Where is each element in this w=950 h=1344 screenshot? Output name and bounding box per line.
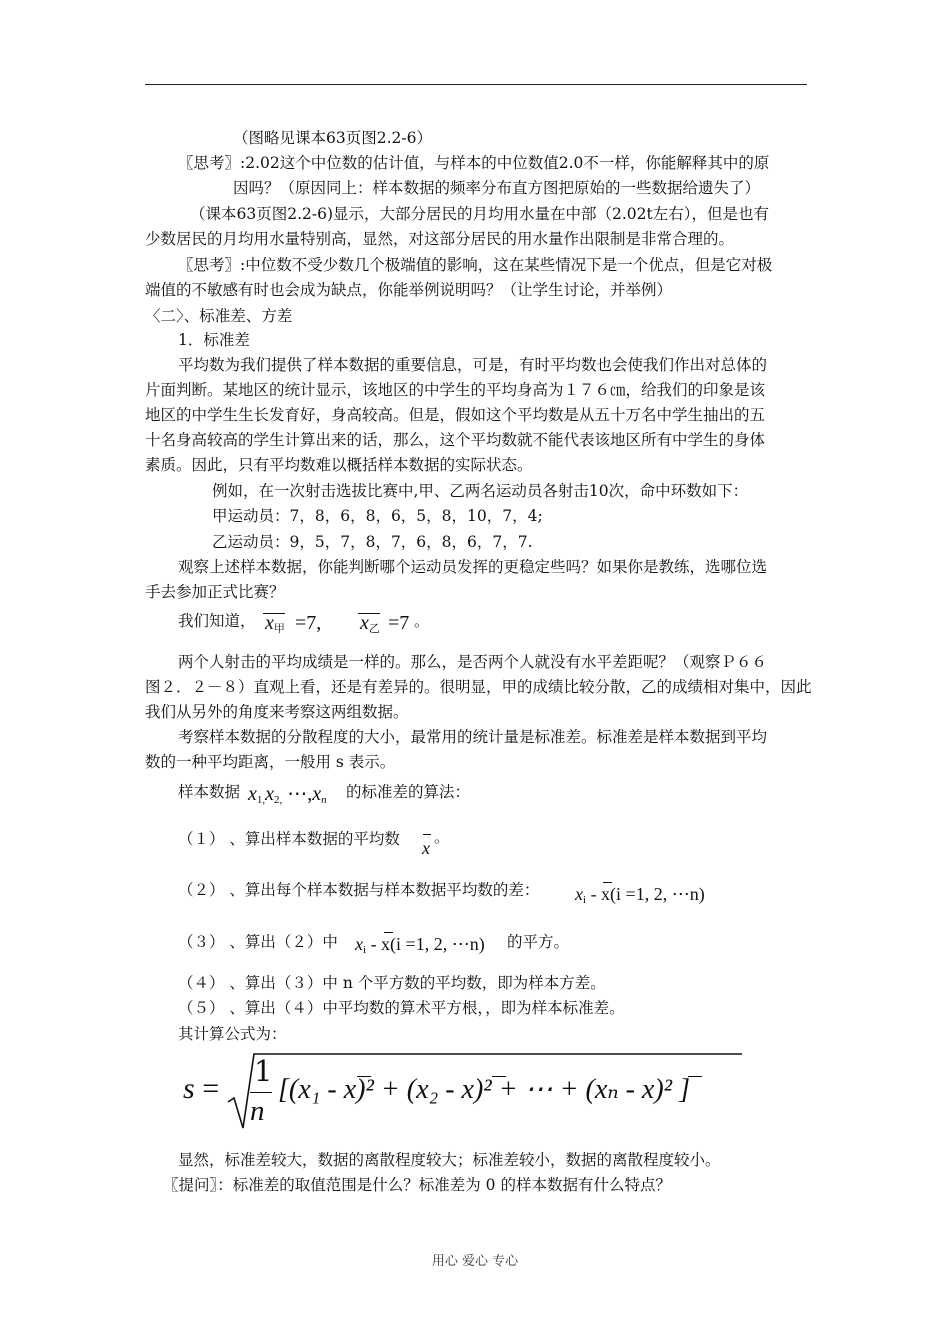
para-figure-desc-b: 少数居民的月均用水量特别高，显然，对这部分居民的用水量作出限制是非常合理的。 (145, 230, 735, 248)
para-observe-b: 手去参加正式比赛？ (145, 583, 285, 601)
para-figure-note: （图略见课本63页图2.2-6） (233, 129, 432, 147)
example-jia-scores: 甲运动员：7，8，6，8，6，5，8，10，7，4; (212, 507, 543, 525)
para-conclusion: 显然，标准差较大，数据的离散程度较大；标准差较小，数据的离散程度较小。 (178, 1151, 721, 1169)
formula-s: s = (183, 1072, 220, 1105)
step-2-formula: $x_i - x(i =1$, 2, ⋯n) (575, 884, 705, 906)
fraction-numerator: 1 (254, 1054, 273, 1088)
example-intro: 例如，在一次射击选拔比赛中,甲、乙两名运动员各射击10次，命中环数如下： (212, 482, 749, 500)
step-3-bar (384, 932, 393, 933)
formula-bar-2 (492, 1076, 506, 1077)
mean-jia-symbol: $x_甲$ (265, 612, 285, 635)
mean-yi-value: =7 (388, 612, 410, 634)
para-think-2b: 端值的不敏感有时也会成为缺点，你能举例说明吗？（让学生讨论，并举例） (145, 281, 673, 299)
step-2-bar (603, 882, 612, 883)
para-question: 〖提问〗：标准差的取值范围是什么？标准差为 0 的样本数据有什么特点？ (163, 1176, 671, 1194)
step-3: （３） 、算出（２）中 (178, 933, 338, 951)
mean-dot: 。 (414, 612, 430, 630)
we-know-label: 我们知道， (178, 612, 256, 630)
para-observe-a: 观察上述样本数据，你能判断哪个运动员发挥的更稳定些吗？如果你是教练，选哪位选 (178, 558, 768, 576)
para-mean-3: 地区的中学生生长发育好，身高较高。但是，假如这个平均数是从五十万名中学生抽出的五 (145, 406, 766, 424)
para-figure-desc-a: （课本63页图2.2-6)显示，大部分居民的月均用水量在中部（2.02t左右），但是也有 (190, 205, 770, 223)
formula-intro: 其计算公式为： (178, 1025, 287, 1043)
example-yi-scores: 乙运动员：9，5，7，8，7，6，8，6，7，7. (212, 533, 533, 551)
para-think-2a: 〖思考〗:中位数不受少数几个极端值的影响，这在某些情况下是一个优点，但是它对极 (178, 256, 773, 274)
para-compare-b: 图２．２－８）直观上看，还是有差异的。很明显，甲的成绩比较分散，乙的成绩相对集中，因此 (145, 678, 812, 696)
fraction-denominator: n (250, 1095, 265, 1127)
samples-suffix: 的标准差的算法： (346, 783, 471, 801)
header-rule (145, 84, 807, 85)
para-mean-4: 十名身高较高的学生计算出来的话，那么，这个平均数就不能代表该地区所有中学生的身体 (145, 431, 766, 449)
formula-bar-3 (688, 1076, 702, 1077)
subsection-heading: 1．标准差 (178, 331, 250, 349)
para-mean-2: 片面判断。某地区的统计显示，该地区的中学生的平均身高为１７６㎝，给我们的印象是该 (145, 381, 766, 399)
step-1-mean: x (422, 838, 430, 858)
para-think-1b: 因吗？（原因同上：样本数据的频率分布直方图把原始的一些数据给遗失了） (233, 179, 761, 197)
page-footer: 用心 爱心 专心 (431, 1254, 519, 1269)
para-std-def-b: 数的一种平均距离，一般用 s 表示。 (145, 753, 396, 771)
fraction-bar (250, 1092, 272, 1093)
formula-bar-1 (357, 1076, 371, 1077)
section-heading: 〈二〉、标准差、方差 (145, 307, 293, 325)
step-4: （４） 、算出（３）中 n 个平方数的平均数，即为样本方差。 (178, 974, 606, 992)
step-3-formula: $x_i - x(i =1$, 2, ⋯n) (355, 934, 485, 956)
step-2: （２） 、算出每个样本数据与样本数据平均数的差： (178, 881, 540, 899)
para-compare-c: 我们从另外的角度来考察这两组数据。 (145, 703, 409, 721)
mean-jia-value: =7, (295, 612, 322, 634)
formula-sum: [(x₁ - x)² + (x₂ - x)² + ⋯ + (xₙ - x)² ] (278, 1074, 690, 1105)
step-1-bar (423, 834, 431, 835)
samples-symbols: $x_{1,}x_{2,}$ $\cdots,x_n$ (248, 783, 327, 806)
samples-label: 样本数据 (178, 783, 241, 801)
para-compare-a: 两个人射击的平均成绩是一样的。那么，是否两个人就没有水平差距呢？（观察Ｐ６６ (178, 653, 768, 671)
step-1: （１） 、算出样本数据的平均数 (178, 830, 400, 848)
step-5: （５） 、算出（４）中平均数的算术平方根，，即为样本标准差。 (178, 999, 625, 1017)
para-mean-1: 平均数为我们提供了样本数据的重要信息，可是，有时平均数也会使我们作出对总体的 (178, 356, 768, 374)
para-std-def-a: 考察样本数据的分散程度的大小，最常用的统计量是标准差。标准差是样本数据到平均 (178, 728, 768, 746)
para-think-1a: 〖思考〗:2.02这个中位数的估计值，与样本的中位数值2.0不一样，你能解释其中的原 (178, 154, 770, 172)
mean-yi-symbol: $x_乙$ (360, 612, 380, 635)
step-1-dot: 。 (434, 828, 450, 846)
step-3-suffix: 的平方。 (507, 933, 570, 951)
para-mean-5: 素质。因此，只有平均数难以概括样本数据的实际状态。 (145, 456, 533, 474)
